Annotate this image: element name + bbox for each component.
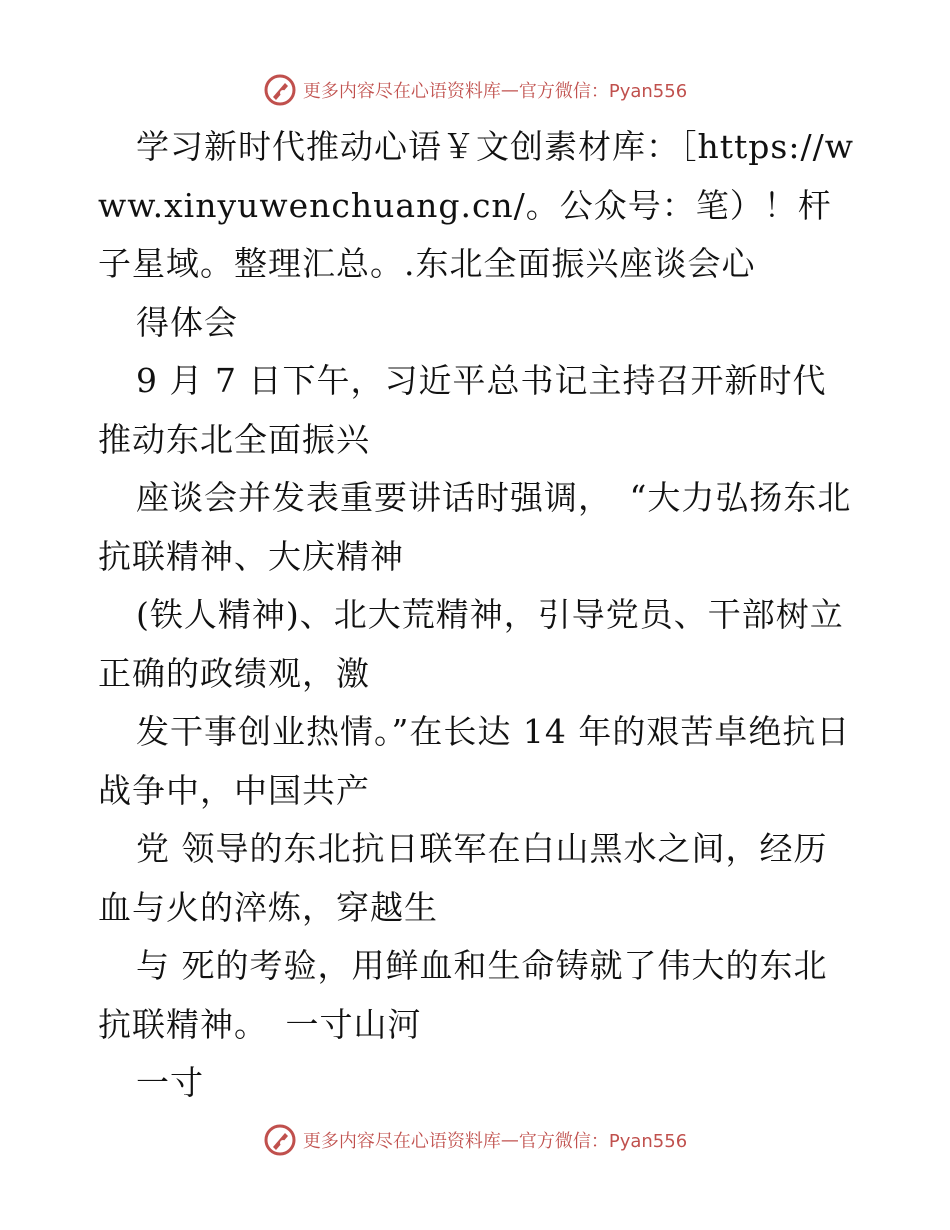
watermark-wechat-text: 官方微信：Pyan556 — [518, 81, 688, 102]
watermark-banner-top — [0, 70, 950, 110]
watermark-separator: — — [500, 1129, 519, 1151]
paragraph: 发干事创业热情。”在长达 14 年的艰苦卓绝抗日战争中，中国共产 — [98, 712, 851, 810]
paragraph: 得体会 — [136, 302, 238, 342]
document-body — [98, 118, 858, 1113]
paragraph: 座谈会并发表重要讲话时强调， “大力弘扬东北抗联精神、大庆精神 — [98, 478, 852, 576]
pen-logo-icon — [263, 73, 297, 107]
paragraph: 学习新时代推动心语￥文创素材库：［https://www.xinyuwenchuang.cn/。公众号：笔）！杆子星域。整理汇总。.东北全面振兴座谈会心 — [98, 127, 854, 283]
paragraph: 一寸 — [136, 1063, 204, 1102]
watermark-main-text: 更多内容尽在心语资料库 — [302, 1131, 501, 1152]
watermark-separator: — — [500, 79, 519, 101]
watermark-wechat-text: 官方微信：Pyan556 — [518, 1131, 688, 1152]
paragraph: 9 月 7 日下午，习近平总书记主持召开新时代推动东北全面振兴 — [98, 361, 827, 459]
watermark-banner-bottom — [0, 1120, 950, 1160]
paragraph: 党 领导的东北抗日联军在白山黑水之间，经历血与火的淬炼，穿越生 — [98, 829, 828, 927]
pen-logo-icon — [263, 1123, 297, 1157]
watermark-main-text: 更多内容尽在心语资料库 — [302, 81, 501, 102]
paragraph: (铁人精神)、北大荒精神，引导党员、干部树立正确的政绩观，激 — [98, 595, 844, 693]
paragraph: 与 死的考验，用鲜血和生命铸就了伟大的东北抗联精神。 一寸山河 — [98, 946, 828, 1044]
